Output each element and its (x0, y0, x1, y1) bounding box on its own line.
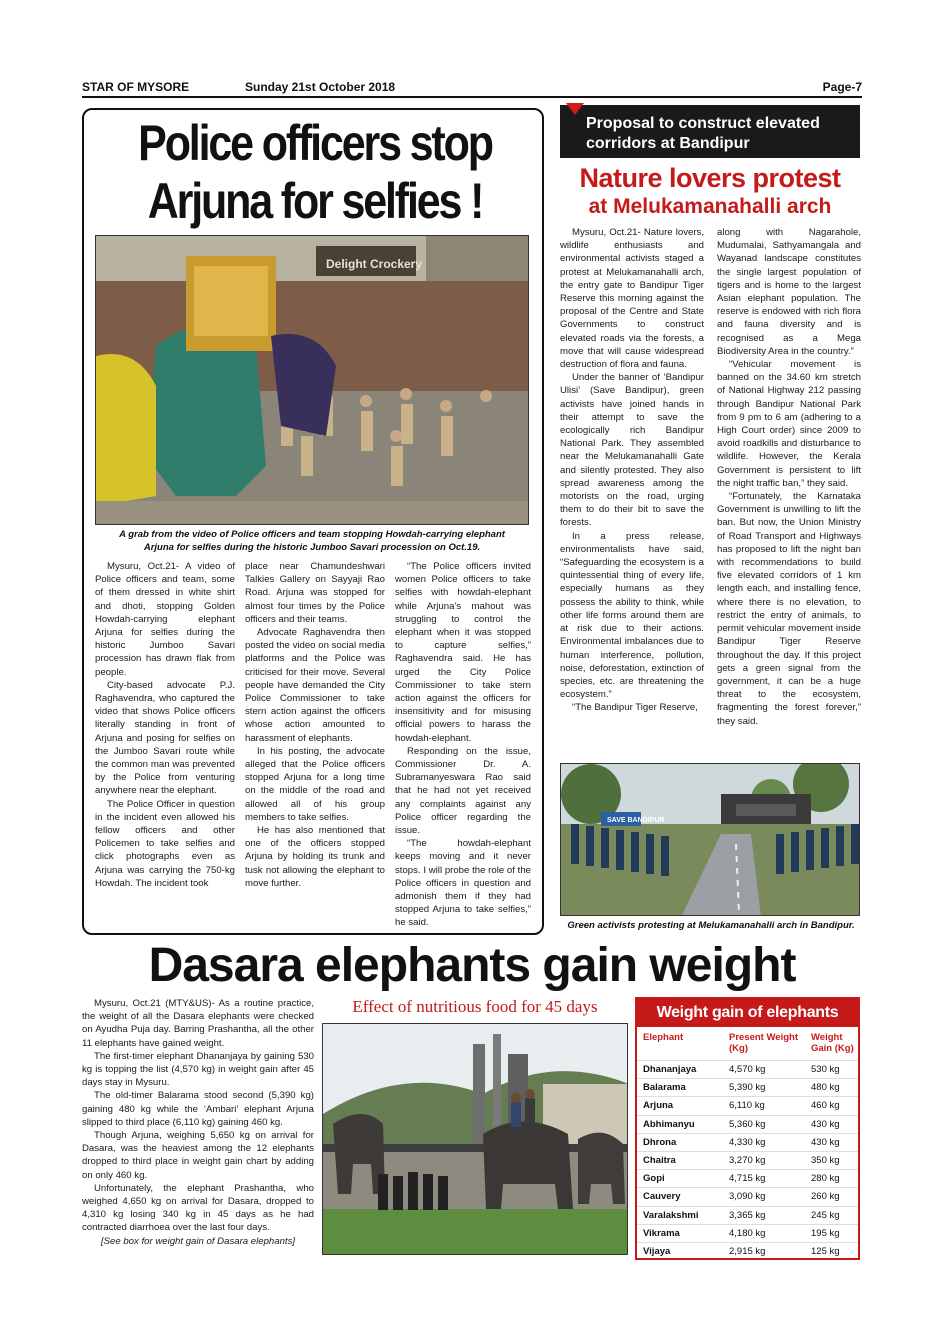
table-row (637, 1206, 858, 1224)
present-weight: 4,180 kg (729, 1227, 766, 1239)
weight-gain: 480 kg (811, 1082, 840, 1094)
caption-line: Arjuna for selfies during the historic Jumboo Savari procession on Oct.19. (143, 542, 481, 553)
table-row (637, 1187, 858, 1205)
headline-line: at Melukamanahalli arch (588, 195, 832, 218)
table-title: Weight gain of elephants (637, 999, 858, 1027)
table-row (637, 1078, 858, 1096)
headline-line: Arjuna for selfies ! (147, 173, 483, 229)
weight-gain: 195 kg (811, 1227, 840, 1239)
present-weight: 6,110 kg (729, 1100, 765, 1112)
story2-column-1 (560, 226, 704, 715)
headline-line: Police officers stop (138, 115, 492, 171)
present-weight: 3,090 kg (729, 1191, 766, 1203)
story3-body (82, 997, 314, 1248)
table-header (637, 1030, 858, 1058)
headline-line: Nature lovers protest (579, 163, 841, 193)
column-header: Elephant (643, 1032, 684, 1043)
photo-elephants-weighing (322, 1023, 628, 1255)
weight-gain: 125 kg (811, 1246, 840, 1257)
table-row (637, 1060, 858, 1078)
table-row (637, 1115, 858, 1133)
elephant-name: Varalakshmi (643, 1209, 699, 1221)
paragraph: place near Chamundeshwari Talkies Gallery on Sayyaji Rao Road. Arjuna was stopped for almost four times by the Police officers and their teams. (245, 561, 385, 625)
headline-nature-lovers (556, 162, 864, 220)
paragraph: He has also mentioned that one of the officers stopped Arjuna by holding its trunk and tusk not allowing the elephant to move further. (245, 825, 385, 889)
shop-sign-text: Delight Crockery (326, 257, 423, 271)
paragraph: Responding on the issue, Commissioner Dr. A. Subramanyeswara Rao said that he had not yet received any complaints against any Police officer regarding the issue. (395, 745, 531, 837)
present-weight: 3,270 kg (729, 1155, 766, 1166)
weight-gain: 530 kg (811, 1064, 840, 1075)
paragraph: Advocate Raghavendra then posted the video on social media platforms and the Police was criticised for their move. Several people have demanded the City Police Commissioner to take stern action against the officers whose action amounted to harassment of elephants. (245, 627, 385, 744)
paragraph: In a press release, environmentalists have said, “Safeguarding the ecosystem is a quintessential thing of every life, especially humans as they possess the ability to think, while other life forms around them are at risk due to their actions. Environmental imbalances due to human interference, pollution, noise, deforestation, extinction of species, etc. are threatening the ecosystem.” (560, 530, 704, 701)
photo-bandipur-protest (560, 763, 860, 916)
present-weight: 3,365 kg (729, 1209, 766, 1221)
present-weight: 2,915 kg (729, 1246, 766, 1257)
weight-gain: 280 kg (811, 1173, 840, 1185)
see-box-note: [See box for weight gain of Dasara elephants] (100, 1235, 296, 1247)
table-row (637, 1096, 858, 1114)
table-row (637, 1133, 858, 1151)
paragraph: “The Police officers invited women Police officers to take selfies with howdah-elephant while Arjuna’s mahout was struggling to control the elephant when it was stopped to capture selfies,” Raghavendra said. He has urged the City Police Commissioner to take stern action against the officers for insensitivity and for misusing official powers to harass the howdah-elephant. (395, 561, 531, 744)
red-marker-icon (566, 103, 584, 115)
present-weight: 5,390 kg (729, 1082, 766, 1094)
elephant-name: Abhimanyu (643, 1118, 695, 1130)
weight-gain: 260 kg (811, 1191, 840, 1203)
column-header: Weight Gain (Kg) (811, 1032, 854, 1054)
paragraph: “Vehicular movement is banned on the 34.60 km stretch of National Highway 212 passing through Bandipur National Park from 9 pm to 6 am (adhering to a High Court order) since 2009 to avoid roadkills and disturbance to wildlife. However, the Kerala Government is persistent to lift the night traffic ban,” they said. (717, 359, 861, 489)
tag-line: corridors at Bandipur (586, 135, 750, 152)
present-weight: 4,330 kg (729, 1136, 766, 1148)
table-row (637, 1151, 858, 1169)
story-tag-bandipur (560, 105, 860, 158)
paragraph: Mysuru, Oct.21- A video of Police officers and team, some of them dressed in white shirt and dhoti, stopping Golden Howdah-carrying elephant Arjuna for selfies during the historic Jumboo Savari procession has drawn flak from people. (95, 561, 235, 678)
present-weight: 4,570 kg (729, 1064, 766, 1075)
weight-gain-table (635, 997, 860, 1260)
headline-police-selfies (122, 114, 509, 230)
weight-gain: 430 kg (811, 1118, 840, 1130)
masthead-rule (82, 96, 862, 98)
elephant-name: Arjuna (643, 1100, 674, 1112)
elephant-name: Dhrona (643, 1136, 677, 1148)
subhead-nutritious-food: Effect of nutritious food for 45 days (352, 997, 598, 1016)
elephant-name: Vijaya (643, 1246, 671, 1257)
weight-gain: 245 kg (811, 1209, 840, 1221)
table-row (637, 1242, 858, 1260)
protest-banner-text: SAVE BANDIPUR (607, 817, 665, 824)
story1-column-3 (395, 560, 531, 930)
paragraph: Under the banner of ‘Bandipur Ulisi’ (Save Bandipur), green activists have joined hands in their attempt to save the ecologically rich Bandipur National Park. They assembled near the Melukamanahalli Gate and silently protested. They also spread awareness among the motorists on the road, urging them to do their bit to save the forests. (560, 372, 704, 529)
procession-photo (96, 236, 529, 525)
masthead (82, 80, 862, 96)
paragraph: Though Arjuna, weighing 5,650 kg on arrival for Dasara, was the heaviest among the 12 elephants dropped to third place in weight gain chart by adding on only 460 kg. (82, 1130, 314, 1181)
paragraph: “The Bandipur Tiger Reserve, (572, 702, 698, 714)
elephant-name: Cauvery (643, 1191, 681, 1203)
tag-line: Proposal to construct elevated (586, 115, 820, 132)
paragraph: “The howdah-elephant keeps moving and it never stops. I will probe the role of the Police officers in question and admonish them if they had stopped Arjuna to take selfies,” he said. (395, 838, 531, 929)
photo-caption-police (95, 528, 529, 554)
caption-line: A grab from the video of Police officers and team stopping Howdah-carrying elephant (119, 529, 505, 540)
column-header: Present Weight (Kg) (729, 1032, 798, 1054)
present-weight: 4,715 kg (729, 1173, 766, 1185)
paragraph: Mysuru, Oct.21- Nature lovers, wildlife enthusiasts and environmental activists staged a protest at Melukamanahalli arch, the entry gate to Bandipur Tiger Reserve this morning against the proposal of the Centre and State Governments to construct elevated roads via the forests, a move that will cause widespread destruction of flora and fauna. (560, 227, 704, 371)
weight-gain: 430 kg (811, 1136, 840, 1148)
protest-photo (561, 764, 860, 916)
headline-dasara-elephants: Dasara elephants gain weight (148, 939, 796, 992)
elephant-name: Balarama (643, 1082, 686, 1094)
issue-date: Sunday 21st October 2018 (245, 80, 396, 94)
paragraph: The Police Officer in question in the incident even allowed his fellow officers and other Policemen to take selfies and click photographs even as Arjuna was carrying the 750-kg Howdah. The incident took (95, 798, 235, 889)
present-weight: 5,360 kg (729, 1118, 766, 1130)
paragraph: “Fortunately, the Karnataka Government is unwilling to lift the ban. But now, the Union Ministry of Road Transport and Highways has proposed to lift the night ban with recommendations to build five elevated corridors of 1 km length each, and installing fence, where there is no elevation, to restrict the entry of animals, to permit vehicular movement inside Bandipur Tiger Reserve throughout the day. If this project gets a green signal from the government, it can be a huge threat to the ecosystem, fragmenting the forest forever,” they said. (717, 491, 861, 727)
paragraph: along with Nagarahole, Mudumalai, Sathyamangala and Wayanad landscape constitutes the single largest population of tigers and is home to the largest Asian elephant population. The reserve is endowed with rich flora and fauna diversity and is recognised as a Mega Biodiversity Area in the country.” (717, 227, 861, 357)
story1-column-1 (95, 560, 235, 890)
elephant-name: Vikrama (643, 1227, 680, 1239)
paragraph: The old-timer Balarama stood second (5,390 kg) gaining 480 kg while the ‘Ambari’ elephant Arjuna slipped to third place (6,110 kg) gaining 460 kg. (82, 1090, 314, 1128)
page-number: Page-7 (822, 80, 862, 94)
photo-police-elephant (95, 235, 529, 525)
paragraph: Unfortunately, the elephant Prashantha, who weighed 4,650 kg on arrival for Dasara, dropped to 4,310 kg losing 340 kg in 45 days as he had contracted diarrhoea over the last four days. (82, 1182, 314, 1234)
paper-name: STAR OF MYSORE (82, 80, 190, 94)
paragraph: In his posting, the advocate alleged that the Police officers stopped Arjuna for a long time on the middle of the road and allowed all of his group members to take selfies. (245, 745, 385, 823)
story1-column-2 (245, 560, 385, 890)
paragraph: City-based advocate P.J. Raghavendra, who captured the video that shows Police officers literally standing in front of Arjuna and posing for selfies on the Jumboo Savari route while the common man was prevented by the Police from venturing anywhere near the elephant. (95, 679, 235, 797)
elephant-name: Gopi (643, 1173, 665, 1185)
elephants-photo (323, 1024, 628, 1255)
elephant-name: Dhananjaya (643, 1064, 697, 1075)
weight-gain: 460 kg (811, 1100, 840, 1112)
weight-gain: 350 kg (811, 1155, 840, 1166)
paragraph: Mysuru, Oct.21 (MTY&US)- As a routine practice, the weight of all the Dasara elephants were checked on Ayudha Puja day. Barring Prashantha, all the other 11 elephants have gained weight. (82, 998, 314, 1049)
elephant-name: Chaitra (643, 1155, 676, 1166)
table-row (637, 1224, 858, 1242)
table-row (637, 1169, 858, 1187)
story2-column-2 (717, 226, 861, 728)
paragraph: The first-timer elephant Dhananjaya by gaining 530 kg is topping the list (4,570 kg) in weight gain after 45 days stay in Mysuru. (82, 1050, 314, 1089)
photo-caption-protest: Green activists protesting at Melukamanahalli arch in Bandipur. (567, 920, 855, 931)
